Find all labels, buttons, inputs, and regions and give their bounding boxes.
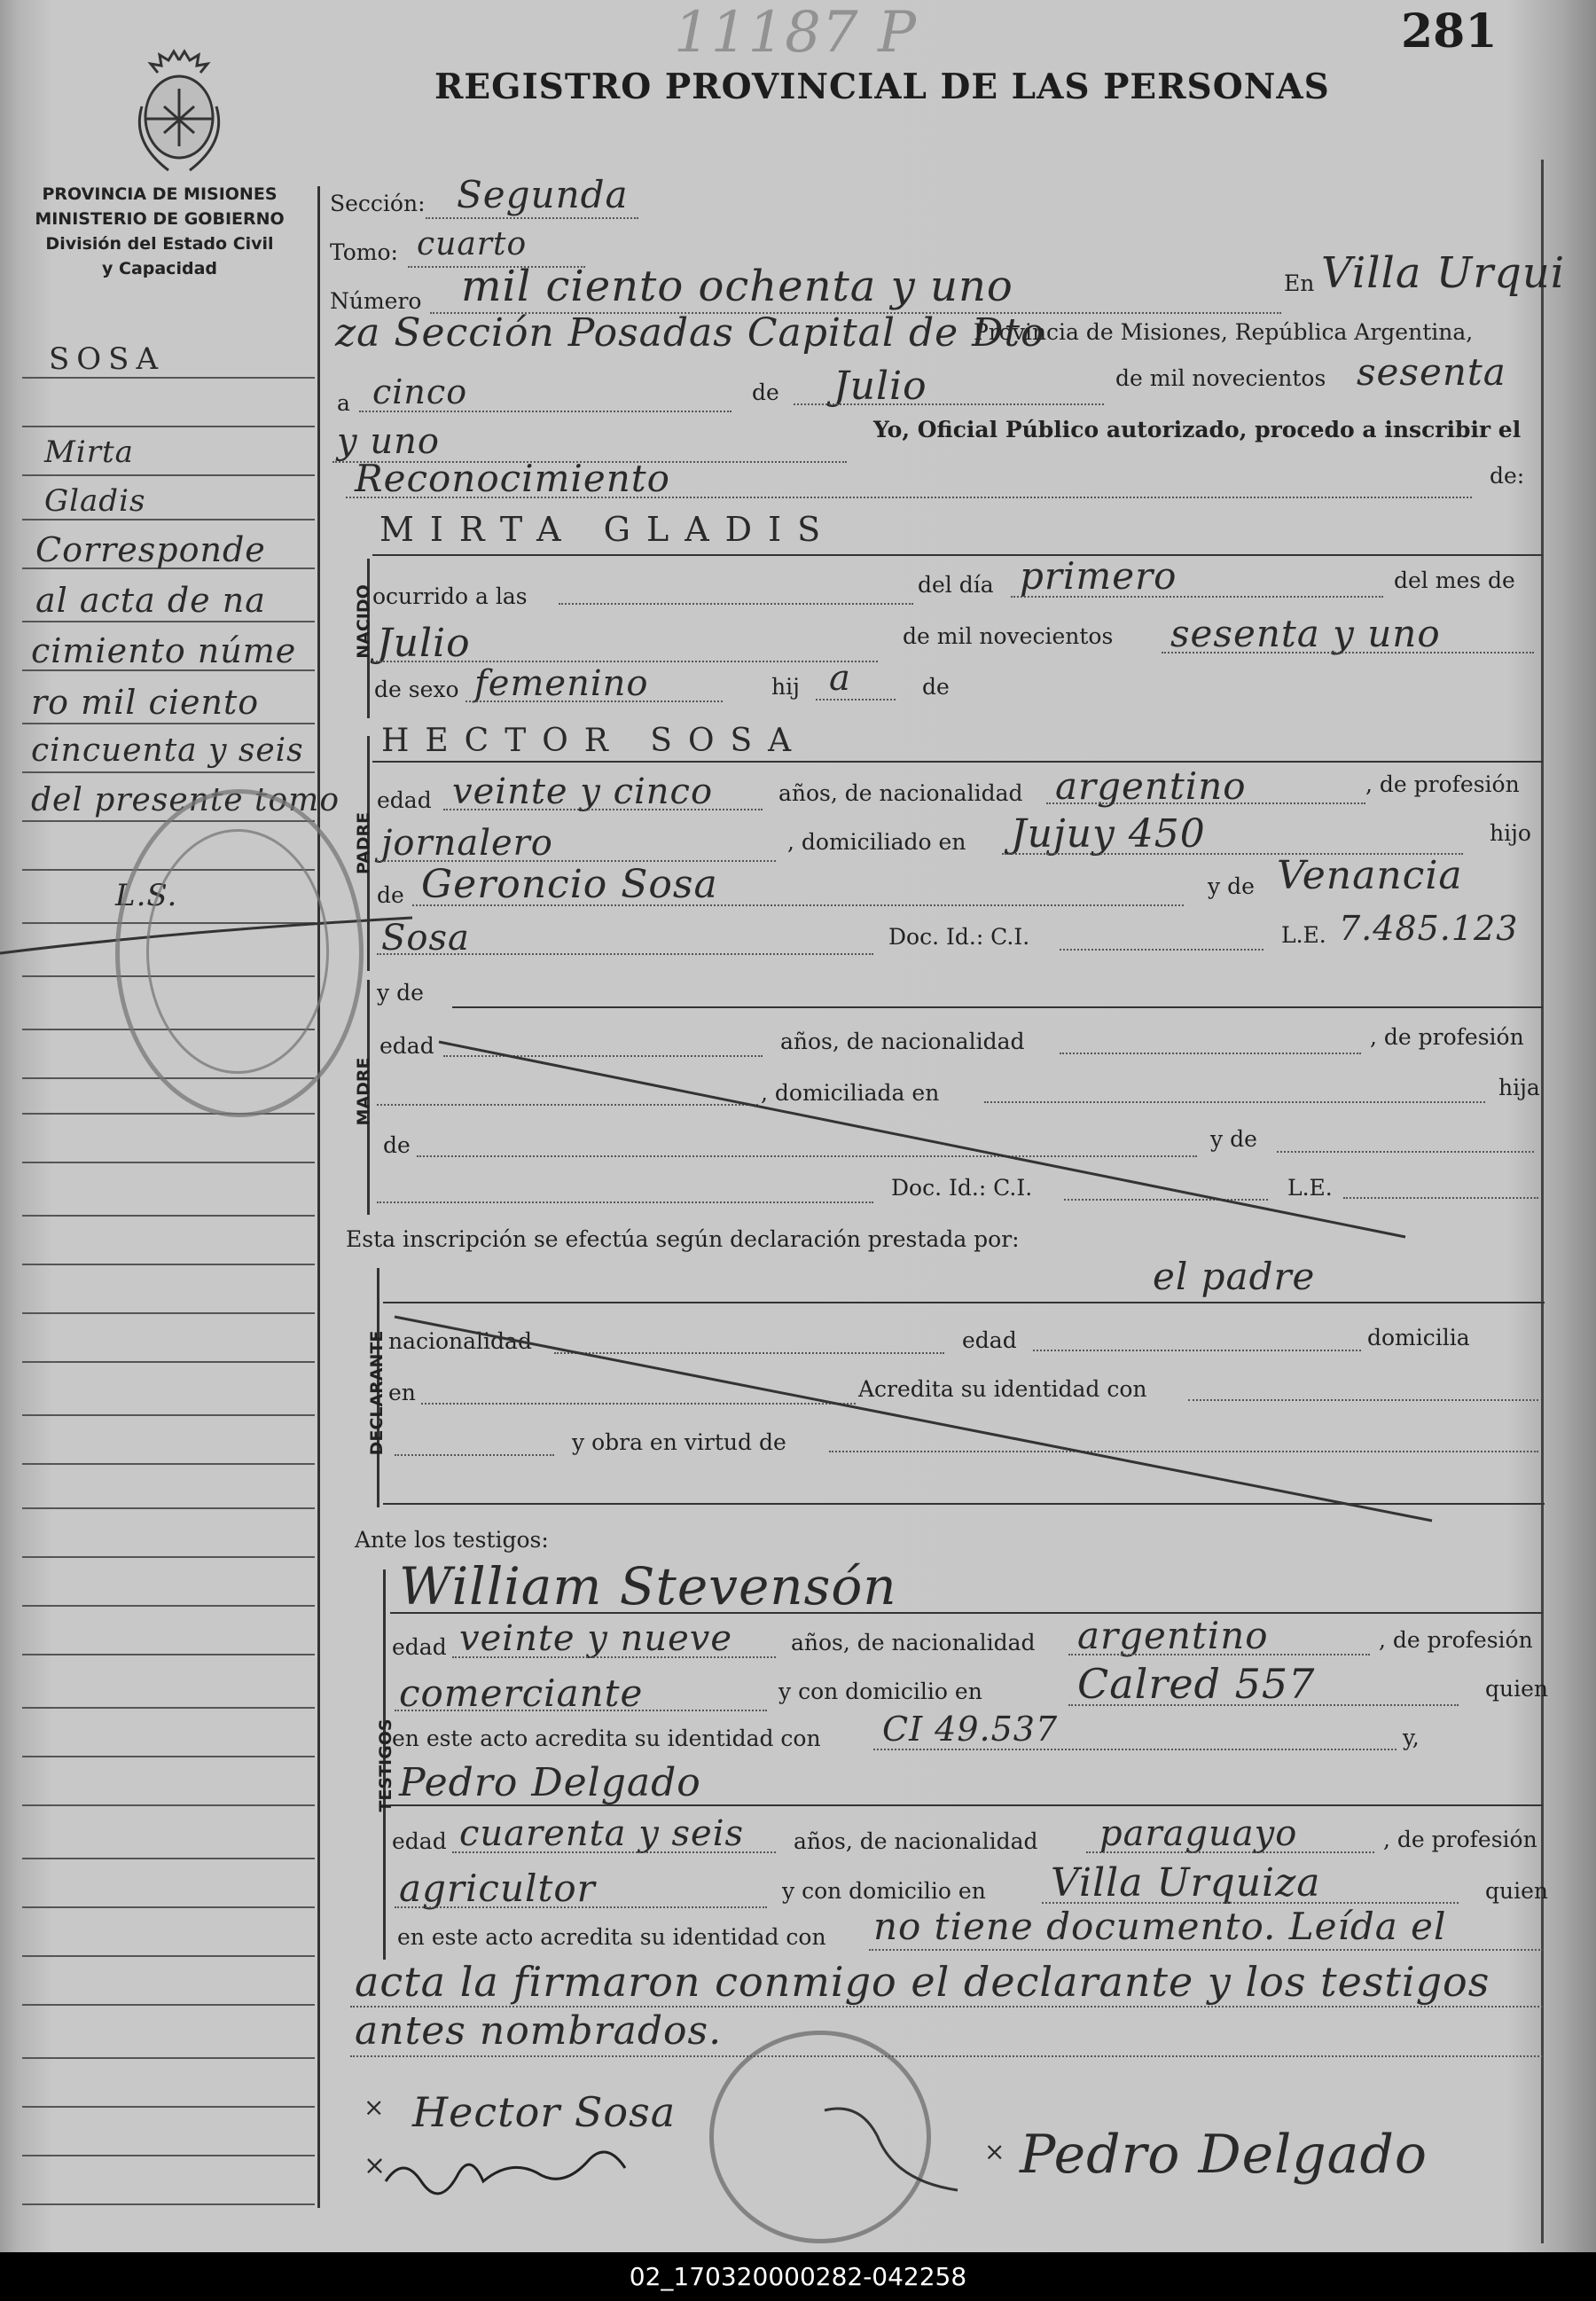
anio-inscripcion-value: sesenta: [1357, 350, 1506, 394]
testigo-1-dom-label: y con domicilio en: [778, 1679, 982, 1704]
madre-edad-label: edad: [379, 1033, 434, 1059]
nacido-dia-value: primero: [1020, 554, 1177, 598]
padre-dom-label: , domiciliado en: [787, 829, 966, 855]
declarante-edad-label: edad: [962, 1327, 1017, 1353]
tomo-label: Tomo:: [330, 239, 398, 265]
madre-le-label: L.E.: [1287, 1175, 1333, 1201]
testigo-1-nombre: William Stevensón: [399, 1556, 897, 1616]
hij-label: hij: [771, 674, 800, 700]
margin-line-9: del presente tomo: [31, 782, 340, 818]
abuela-value: Venancia: [1277, 853, 1463, 898]
testigo-2-nac-value: paraguayo: [1099, 1813, 1298, 1854]
madre-yde-label: y de: [377, 980, 424, 1006]
testigo-2-nombre: Pedro Delgado: [399, 1760, 701, 1805]
de-label: de: [752, 380, 779, 405]
padre-le-value: 7.485.123: [1339, 909, 1519, 948]
seccion-label: Sección:: [330, 191, 426, 216]
testigo-2-edad-label: edad: [392, 1828, 447, 1854]
mes-inscripcion-value: Julio: [833, 364, 927, 409]
testigo-1-quien-label: quien: [1485, 1676, 1548, 1702]
testigo-2-nac-label: años, de nacionalidad: [794, 1828, 1038, 1854]
del-mes-label: del mes de: [1394, 567, 1515, 593]
testigo-2-doc-value: no tiene documento. Leída el: [873, 1905, 1447, 1948]
margin-surname: SOSA: [49, 341, 166, 377]
declarante-crossout-stroke: [390, 1312, 1436, 1525]
padre-doc-label: Doc. Id.: C.I.: [888, 924, 1030, 950]
declarante-value: el padre: [1153, 1255, 1316, 1298]
a-label: a: [337, 390, 350, 416]
madre-dom-label: , domiciliada en: [761, 1080, 940, 1106]
madre-doc-label: Doc. Id.: C.I.: [891, 1175, 1033, 1201]
en-label: En: [1284, 270, 1315, 296]
testigo-1-edad-value: veinte y nueve: [459, 1618, 733, 1659]
coat-of-arms-icon: [124, 44, 235, 177]
signature-testigo: Pedro Delgado: [1020, 2124, 1428, 2186]
closing-line-2: antes nombrados.: [355, 2008, 723, 2054]
nacido-mil-label: de mil novecientos: [903, 623, 1114, 649]
declarante-intro: Esta inscripción se efectúa según declaración prestada por:: [346, 1226, 1020, 1252]
page-number: 281: [1401, 4, 1498, 59]
signature-mark-1: ×: [364, 2093, 386, 2122]
seccion-value: Segunda: [457, 173, 629, 216]
declarante-obra-label: y obra en virtud de: [572, 1429, 786, 1455]
nacido-de-label: de: [922, 674, 950, 700]
margin-line-6: cimiento núme: [31, 631, 297, 670]
declarante-section-label: DECLARANTE: [367, 1330, 387, 1456]
ocurrido-label: ocurrido a las: [372, 583, 528, 609]
margin-line-7: ro mil ciento: [31, 683, 260, 722]
padre-prof-value: jornalero: [381, 823, 553, 864]
padre-nombre: HECTOR SOSA: [381, 723, 808, 759]
testigo-2-prof-label: , de profesión: [1383, 1827, 1537, 1852]
nacido-mes-value: Julio: [377, 621, 471, 666]
scan-footer: 02_170320000282-042258: [0, 2252, 1596, 2301]
signature-mark-3: ×: [984, 2137, 1006, 2166]
testigo-2-dom-value: Villa Urquiza: [1051, 1860, 1321, 1906]
dia-inscripcion-value: cinco: [372, 372, 468, 411]
madre-section-label: MADRE: [354, 1057, 373, 1126]
testigos-section-label: TESTIGOS: [376, 1718, 395, 1812]
testigo-1-edad-label: edad: [392, 1634, 447, 1660]
document-title: REGISTRO PROVINCIAL DE LAS PERSONAS: [434, 67, 1330, 107]
issuer-line-4: y Capacidad: [102, 259, 217, 278]
margin-line-5: al acta de na: [35, 581, 266, 620]
padre-prof-label: , de profesión: [1365, 771, 1520, 797]
abuelo-value: Geroncio Sosa: [421, 862, 718, 907]
margin-line-3: Gladis: [44, 483, 146, 519]
declarante-en-label: en: [388, 1380, 416, 1405]
handwritten-reference: 11187 P: [674, 0, 917, 66]
testigo-2-acredita-label: en este acto acredita su identidad con: [397, 1924, 826, 1950]
nacido-anio-value: sesenta y uno: [1170, 612, 1441, 655]
testigo-1-doc-value: CI 49.537: [882, 1710, 1059, 1749]
testigo-1-prof-label: , de profesión: [1379, 1627, 1533, 1653]
padre-nac-value: argentino: [1055, 764, 1247, 808]
margin-line-8: cincuenta y seis: [31, 732, 304, 769]
numero-value: mil ciento ochenta y uno: [461, 262, 1013, 311]
declarante-nac-label: nacionalidad: [388, 1328, 532, 1354]
provincia-text: Provincia de Misiones, República Argentina,: [974, 319, 1474, 345]
issuer-block: [13, 182, 306, 281]
testigo-2-dom-label: y con domicilio en: [782, 1878, 986, 1904]
padre-yde-label: y de: [1208, 873, 1255, 899]
en-value: Villa Urqui: [1321, 248, 1566, 298]
padre-edad-label: edad: [377, 787, 432, 813]
issuer-line-2: MINISTERIO DE GOBIERNO: [35, 209, 285, 229]
anio-continuation: y uno: [337, 421, 440, 462]
hija-label: hija: [1498, 1075, 1540, 1100]
nacido-nombre: MIRTA GLADIS: [379, 510, 837, 549]
testigo-1-acredita-label: en este acto acredita su identidad con: [392, 1726, 821, 1751]
margin-line-4: Corresponde: [35, 530, 266, 569]
signature-declarante: Hector Sosa: [412, 2088, 677, 2136]
madre-yde2-label: y de: [1210, 1126, 1257, 1152]
padre-le-label: L.E.: [1281, 922, 1326, 948]
issuer-line-3: División del Estado Civil: [45, 234, 274, 254]
testigo-1-nac-label: años, de nacionalidad: [791, 1630, 1036, 1655]
madre-de-label: de: [383, 1132, 411, 1158]
madre-crossout-stroke: [434, 1029, 1410, 1241]
right-border: [1541, 160, 1544, 2243]
hijo-label: hijo: [1490, 820, 1531, 846]
padre-section-label: PADRE: [354, 811, 373, 875]
de-colon-label: de:: [1490, 463, 1525, 489]
testigo-1-dom-value: Calred 557: [1077, 1660, 1316, 1708]
del-dia-label: del día: [918, 572, 994, 598]
abuela-continuation: Sosa: [381, 918, 470, 959]
oficial-text: Yo, Oficial Público autorizado, procedo a inscribir el: [873, 417, 1522, 442]
margin-line-2: Mirta: [44, 434, 134, 470]
signature-seal-stroke: [798, 2093, 975, 2199]
testigo-2-prof-value: agricultor: [399, 1867, 596, 1910]
numero-label: Número: [330, 288, 422, 314]
madre-prof-label: , de profesión: [1370, 1024, 1524, 1050]
signature-mark-2: ×: [364, 2150, 387, 2181]
padre-dom-value: Jujuy 450: [1011, 811, 1206, 857]
margin-initials: L.S.: [115, 878, 178, 913]
testigo-2-edad-value: cuarenta y seis: [459, 1813, 745, 1854]
testigo-1-y-label: y,: [1403, 1725, 1420, 1750]
nacido-section-label: NACIDO: [354, 584, 373, 659]
declarante-acredita-label: Acredita su identidad con: [858, 1376, 1147, 1402]
testigos-intro: Ante los testigos:: [355, 1527, 549, 1553]
mil-novecientos-label: de mil novecientos: [1115, 365, 1326, 391]
margin-divider: [317, 186, 320, 2208]
issuer-line-1: PROVINCIA DE MISIONES: [42, 184, 278, 204]
sexo-value: femenino: [474, 663, 649, 704]
sexo-label: de sexo: [374, 677, 459, 702]
declarante-dom-label: domicilia: [1367, 1325, 1470, 1350]
padre-de-label: de: [377, 882, 404, 908]
madre-nac-label: años, de nacionalidad: [780, 1029, 1025, 1054]
testigo-1-prof-value: comerciante: [399, 1671, 644, 1715]
tomo-value: cuarto: [417, 226, 528, 262]
padre-edad-value: veinte y cinco: [452, 771, 714, 812]
closing-line-1: acta la firmaron conmigo el declarante y los testigos: [355, 1958, 1490, 2006]
place-continuation: za Sección Posadas Capital de Dto: [335, 310, 1045, 356]
padre-nac-label: años, de nacionalidad: [778, 780, 1023, 806]
signature-scribble: [381, 2137, 665, 2199]
tipo-inscripcion-value: Reconocimiento: [355, 457, 670, 500]
hij-value: a: [829, 658, 851, 699]
testigo-1-nac-value: argentino: [1077, 1614, 1269, 1657]
official-seal-stamp-inner: [146, 829, 329, 1074]
testigo-2-quien-label: quien: [1485, 1878, 1548, 1904]
